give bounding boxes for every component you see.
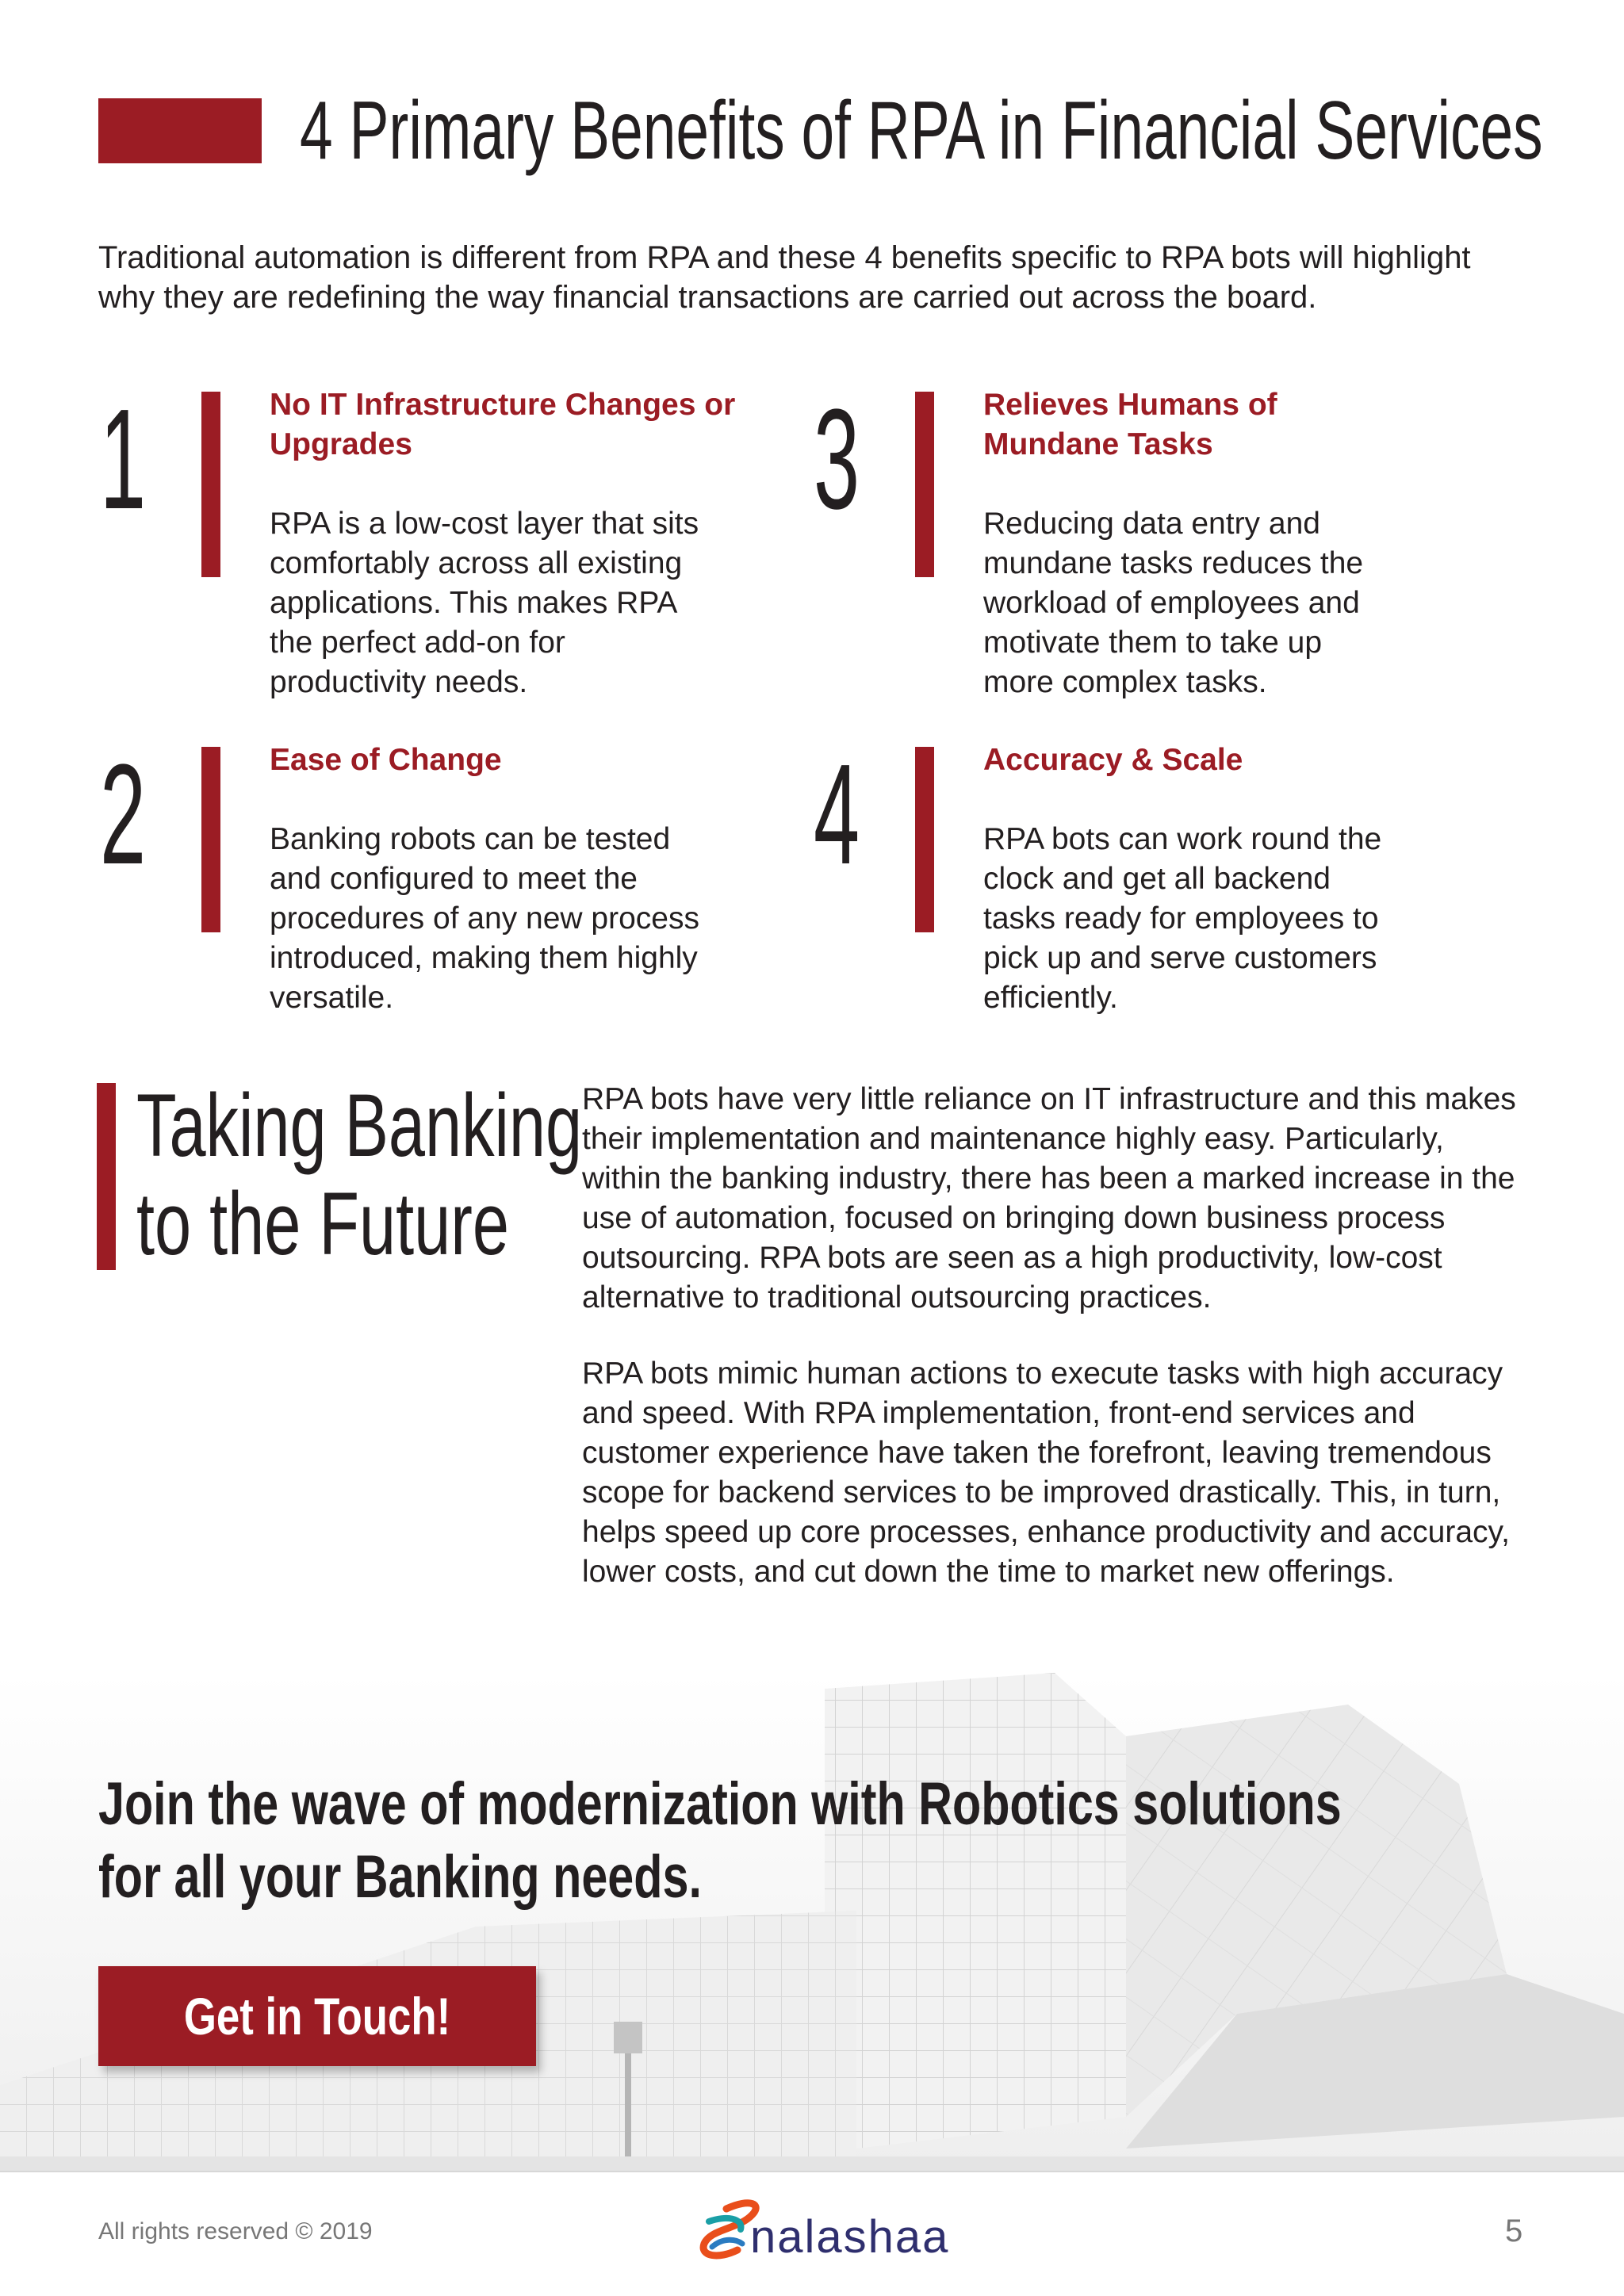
benefit-4-number: 4 — [814, 735, 860, 894]
get-in-touch-button[interactable] — [98, 1966, 536, 2066]
intro-paragraph: Traditional automation is different from RPA and these 4 benefits specific to RPA bots will highlight why they are redefining the way financial transactions are carried out across the board. — [98, 240, 1471, 315]
benefit-4 — [983, 740, 1427, 1018]
benefit-4-title: Accuracy & Scale — [983, 743, 1243, 777]
benefit-3-bar — [915, 392, 934, 577]
get-in-touch-label: Get in Touch! — [183, 1987, 451, 2045]
benefit-2-number: 2 — [100, 735, 147, 894]
copyright-text: All rights reserved © 2019 — [98, 2218, 373, 2244]
benefit-1-bar — [201, 392, 220, 577]
section-title-line1: Taking Banking — [136, 1076, 583, 1175]
benefit-1-text: RPA is a low-cost layer that sits comfortably across all existing applications. This makes RPA the perfect add-on for productivity needs. — [270, 507, 699, 699]
benefit-3-title: Relieves Humans of Mundane Tasks — [983, 388, 1277, 461]
page-number: 5 — [1505, 2214, 1523, 2248]
section-title-line2: to the Future — [136, 1174, 509, 1273]
benefit-4-text: RPA bots can work round the clock and get all backend tasks ready for employees to pick up and serve customers efficiently. — [983, 822, 1382, 1015]
benefit-1 — [270, 385, 737, 702]
title-accent-bar — [98, 98, 262, 163]
logo-text: nalashaa — [750, 2211, 950, 2263]
page-title: 4 Primary Benefits of RPA in Financial Services — [300, 85, 1543, 177]
benefit-2-bar — [201, 747, 220, 932]
benefit-3-text: Reducing data entry and mundane tasks reduces the workload of employees and motivate them to take up more complex tasks. — [983, 507, 1364, 699]
cta-title-line1: Join the wave of modernization with Robotics solutions — [98, 1770, 1342, 1838]
building-image — [0, 1673, 1624, 2172]
section-accent-bar — [97, 1083, 116, 1270]
footer-divider — [0, 2171, 1624, 2172]
building-illustration — [0, 1673, 1624, 2172]
section-paragraph-1: RPA bots have very little reliance on IT infrastructure and this makes their implementation and maintenance highly easy. Particularly, within the banking industry, there has been a marked increase in the use of automation, focused on bringing down business process outsourcing. RPA bots are seen as a high productivity, low-cost alternative to traditional outsourcing practices. — [582, 1082, 1516, 1314]
cta-title-line2: for all your Banking needs. — [98, 1843, 702, 1911]
benefit-3 — [983, 385, 1427, 702]
benefit-2-text: Banking robots can be tested and configured to meet the procedures of any new process introduced, making them highly versatile. — [270, 822, 699, 1015]
benefit-4-bar — [915, 747, 934, 932]
section-paragraph-2: RPA bots mimic human actions to execute tasks with high accuracy and speed. With RPA implementation, front-end services and customer experience have taken the forefront, leaving tremendous scope for backend services to be improved drastically. This, in turn, helps speed up core processes, enhance productivity and accuracy, lower costs, and cut down the time to market new offerings. — [582, 1357, 1510, 1589]
benefit-2 — [270, 740, 737, 1018]
benefit-1-number: 1 — [100, 380, 147, 539]
benefit-3-number: 3 — [814, 380, 860, 539]
benefit-1-title: No IT Infrastructure Changes or Upgrades — [270, 388, 736, 461]
benefit-2-title: Ease of Change — [270, 743, 502, 777]
section-title — [136, 1077, 582, 1273]
cta-title — [98, 1768, 1342, 1914]
